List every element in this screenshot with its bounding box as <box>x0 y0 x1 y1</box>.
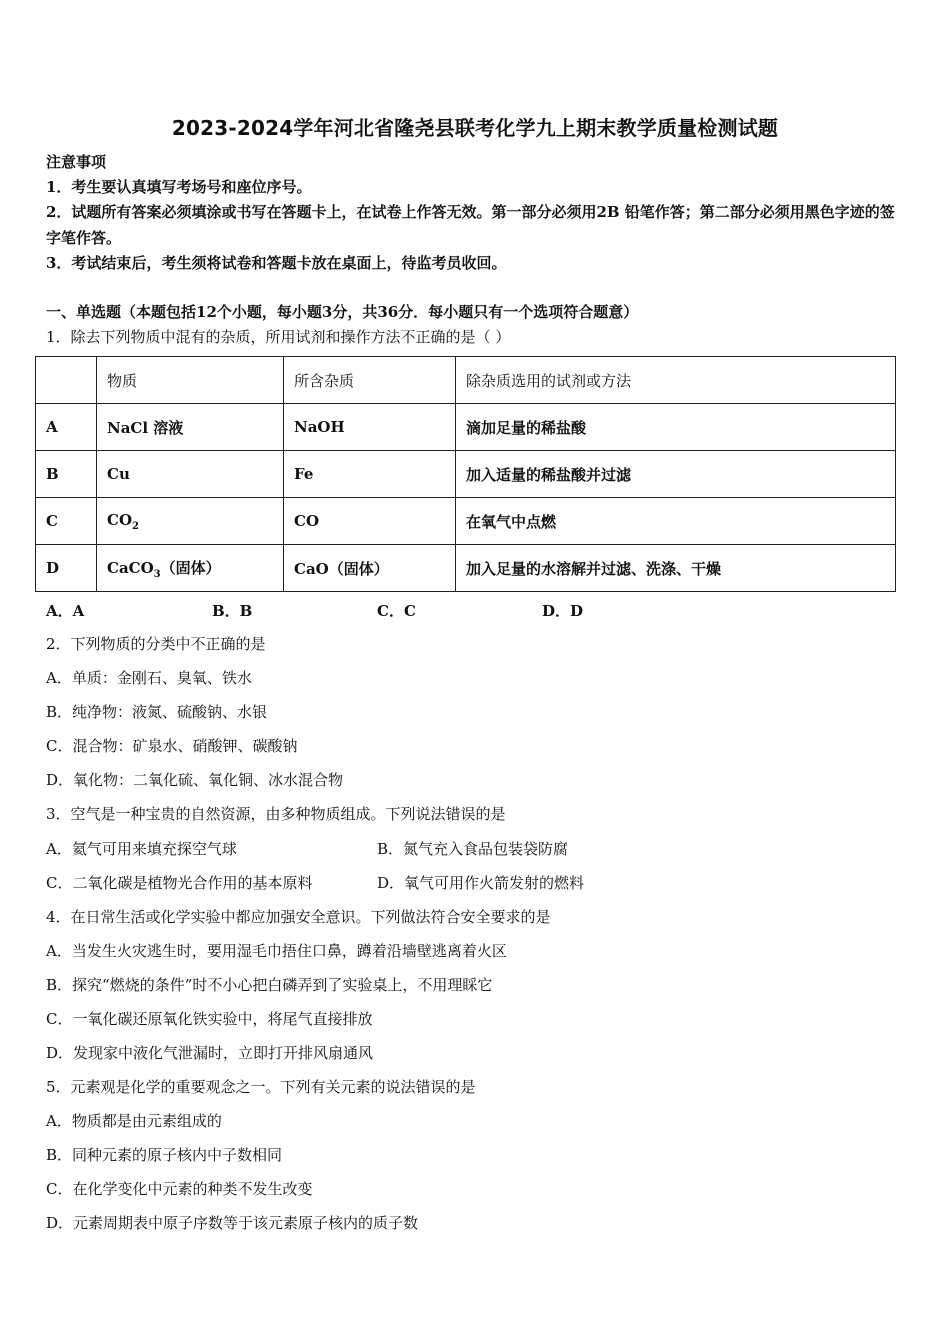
answer-option: B．纯净物：液氮、硫酸钠、水银 <box>46 703 268 721</box>
answer-option: D．氧气可用作火箭发射的燃料 <box>377 874 585 892</box>
answer-option: B．B <box>212 602 253 620</box>
answer-option: B．氮气充入食品包装袋防腐 <box>377 840 569 858</box>
page-title: 2023-2024学年河北省隆尧县联考化学九上期末教学质量检测试题 <box>171 116 779 140</box>
impurity-cell: CO <box>284 498 456 545</box>
answer-option: A．氦气可用来填充探空气球 <box>46 840 237 858</box>
answer-option: C．C <box>377 602 416 620</box>
formula-tail: （固体） <box>160 558 221 577</box>
table-header-cell: 除杂质选用的试剂或方法 <box>456 357 896 404</box>
substance-cell <box>97 498 284 545</box>
question-stem: 3．空气是一种宝贵的自然资源，由多种物质组成。下列说法错误的是 <box>46 805 506 823</box>
formula-subscript: 3 <box>153 568 161 580</box>
table-row <box>36 498 896 545</box>
impurity-cell: CaO（固体） <box>284 545 456 592</box>
answer-option: D．D <box>542 602 584 620</box>
table-header-cell: 物质 <box>97 357 284 404</box>
substance-cell <box>97 545 284 592</box>
row-label: B <box>36 451 97 498</box>
question-stem: 5．元素观是化学的重要观念之一。下列有关元素的说法错误的是 <box>46 1078 476 1096</box>
substance-cell: Cu <box>97 451 284 498</box>
answer-option: A．A <box>46 602 85 620</box>
notice-item: 1．考生要认真填写考场号和座位序号。 <box>46 178 312 196</box>
table-row <box>36 451 896 498</box>
answer-option: C．二氧化碳是植物光合作用的基本原料 <box>46 874 313 892</box>
question-stem: 4．在日常生活或化学实验中都应加强安全意识。下列做法符合安全要求的是 <box>46 908 551 926</box>
formula-main: CaCO <box>107 558 154 577</box>
impurity-cell: NaOH <box>284 404 456 451</box>
impurity-cell: Fe <box>284 451 456 498</box>
answer-option: A．物质都是由元素组成的 <box>46 1112 222 1130</box>
notice-heading: 注意事项 <box>46 153 107 171</box>
notice-item: 3．考试结束后，考生须将试卷和答题卡放在桌面上，待监考员收回。 <box>46 254 507 272</box>
answer-option: D．氧化物：二氧化硫、氧化铜、冰水混合物 <box>46 771 344 789</box>
answer-option: A．当发生火灾逃生时，要用湿毛巾捂住口鼻，蹲着沿墙壁逃离着火区 <box>46 942 507 960</box>
answer-option: C．一氧化碳还原氧化铁实验中，将尾气直接排放 <box>46 1010 373 1028</box>
method-cell: 加入适量的稀盐酸并过滤 <box>456 451 896 498</box>
answer-option: D．元素周期表中原子序数等于该元素原子核内的质子数 <box>46 1214 419 1232</box>
answer-option: C．在化学变化中元素的种类不发生改变 <box>46 1180 313 1198</box>
section-heading: 一、单选题（本题包括12个小题，每小题3分，共36分．每小题只有一个选项符合题意） <box>46 303 639 321</box>
method-cell: 在氧气中点燃 <box>456 498 896 545</box>
answer-option: C．混合物：矿泉水、硝酸钾、碳酸钠 <box>46 737 298 755</box>
question-stem: 2．下列物质的分类中不正确的是 <box>46 635 266 653</box>
substance-cell: NaCl 溶液 <box>97 404 284 451</box>
answer-option: B．探究“燃烧的条件”时不小心把白磷弄到了实验桌上，不用理睬它 <box>46 976 493 994</box>
table-row <box>36 545 896 592</box>
notice-item: 2．试题所有答案必须填涂或书写在答题卡上，在试卷上作答无效。第一部分必须用2B 铅笔作答；第二部分必须用黑色字迹的签字笔作答。 <box>46 203 895 247</box>
table-row <box>36 404 896 451</box>
answer-option: A．单质：金刚石、臭氧、铁水 <box>46 669 252 687</box>
table-header-cell <box>36 357 97 404</box>
row-label: C <box>36 498 97 545</box>
table-header-cell: 所含杂质 <box>284 357 456 404</box>
method-cell: 滴加足量的稀盐酸 <box>456 404 896 451</box>
method-cell: 加入足量的水溶解并过滤、洗涤、干燥 <box>456 545 896 592</box>
answer-option: B．同种元素的原子核内中子数相同 <box>46 1146 283 1164</box>
row-label: D <box>36 545 97 592</box>
question-stem: 1．除去下列物质中混有的杂质，所用试剂和操作方法不正确的是（ ） <box>46 328 511 346</box>
answer-option: D．发现家中液化气泄漏时，立即打开排风扇通风 <box>46 1044 374 1062</box>
table-header-row <box>36 357 896 404</box>
formula-subscript: 2 <box>132 520 139 532</box>
row-label: A <box>36 404 97 451</box>
impurity-table <box>35 356 896 592</box>
formula-main: CO <box>107 510 133 529</box>
